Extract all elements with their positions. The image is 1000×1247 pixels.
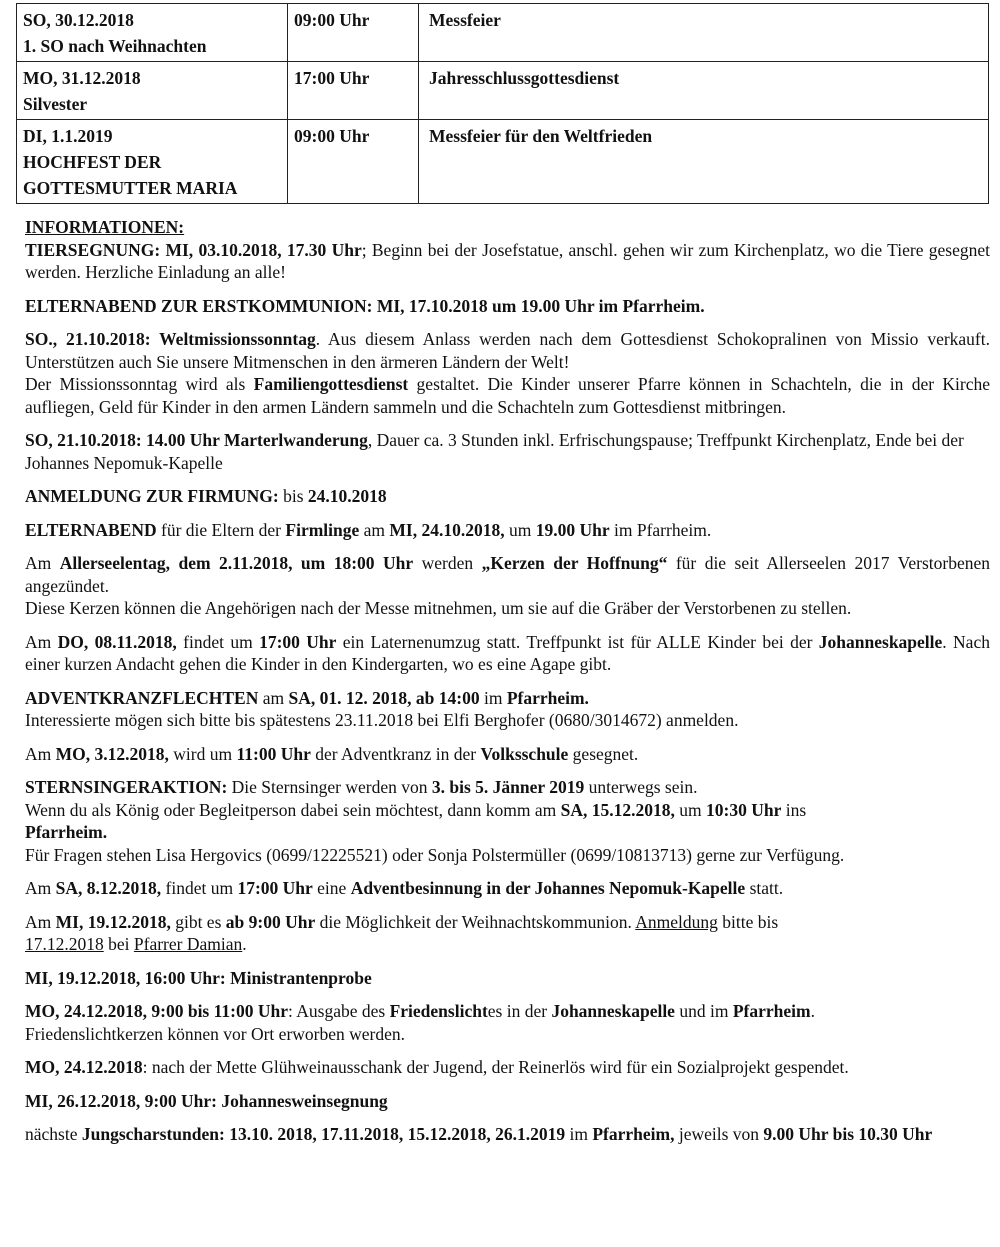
info-text: am [359, 519, 390, 540]
info-text: ; Beginn bei der Josefstatue, anschl. gehen wir zum Kirchenplatz, wo die Tiere gesegnet werden. Herzliche Einladung an alle! [25, 239, 990, 282]
info-christmas-communion [25, 911, 990, 956]
info-text: Interessierte mögen sich bitte bis spätestens 23.11.2018 bei Elfi Berghofer (0680/3014672) anmelden. [25, 710, 739, 730]
info-text: es in der [487, 1001, 552, 1021]
info-bold: Pfarrheim. [25, 822, 108, 842]
info-bold: Pfarrheim. [506, 687, 589, 708]
info-text: gibt es [170, 911, 226, 932]
info-text: Der Missionssonntag wird als [25, 374, 254, 394]
info-bold: Pfarrheim [732, 1001, 811, 1021]
schedule-event: Messfeier [429, 10, 501, 30]
info-heading: INFORMATIONEN: [25, 217, 185, 237]
info-bold: Johanneskapelle [551, 1001, 675, 1021]
info-text: Am [25, 743, 56, 764]
info-bold: MO, 3.12.2018, [55, 743, 169, 764]
schedule-event-cell [419, 62, 989, 120]
schedule-event: Jahresschlussgottesdienst [429, 68, 620, 88]
table-row [17, 62, 989, 120]
schedule-time: 09:00 Uhr [294, 126, 370, 146]
schedule-time: 09:00 Uhr [294, 10, 370, 30]
info-youth-group [25, 1123, 990, 1146]
info-bold: Pfarrheim, [592, 1124, 675, 1144]
info-bold: ANMELDUNG ZUR FIRMUNG: [25, 486, 279, 506]
info-bold: ELTERNABEND [25, 519, 157, 540]
schedule-date: DI, 1.1.2019 [23, 126, 113, 146]
info-underlined: Anmeldung [635, 911, 718, 932]
info-advent-wreath-blessing [25, 743, 990, 766]
info-bold: 24.10.2018 [307, 486, 387, 506]
info-bold: DO, 08.11.2018, [57, 631, 177, 652]
info-text: für die Eltern der [156, 519, 286, 540]
info-text: bei [103, 934, 134, 954]
info-bold: MO, 24.12.2018, 9:00 bis 11:00 Uhr [25, 1001, 288, 1021]
info-bold: Familiengottesdienst [253, 374, 409, 394]
info-text: wird um [168, 743, 237, 764]
info-bold: ADVENTKRANZFLECHTEN [25, 687, 259, 708]
info-bold: SO, 21.10.2018: 14.00 Uhr Marterlwanderung [25, 430, 368, 450]
info-text: findet um [161, 878, 238, 898]
info-mission-sunday [25, 328, 990, 418]
info-text: . [810, 1001, 815, 1021]
info-bold: 11:00 Uhr [236, 743, 311, 764]
info-text: statt. [745, 878, 784, 898]
info-text: im [565, 1124, 593, 1144]
info-bold: SA, 8.12.2018, [55, 878, 162, 898]
schedule-occasion: GOTTESMUTTER MARIA [23, 178, 238, 198]
schedule-time-cell [288, 62, 419, 120]
schedule-occasion: 1. SO nach Weihnachten [23, 36, 207, 56]
info-text: Am [25, 911, 56, 932]
info-text: . Aus diesem Anlass werden nach dem Gottesdienst Schokopralinen von Missio verkauft. Unterstützen auch Sie unsere Mitmenschen in den ärmeren Ländern der Welt! [25, 329, 990, 372]
schedule-date-cell [17, 62, 288, 120]
info-advent-wreath-binding [25, 687, 990, 732]
info-text: und im [674, 1001, 733, 1021]
info-text: findet um [176, 631, 260, 652]
info-text: um [504, 519, 536, 540]
info-bold: MI, 19.12.2018, [55, 911, 171, 932]
info-text: werden [413, 553, 482, 573]
info-all-souls [25, 552, 990, 620]
info-bold: SA, 15.12.2018, [560, 799, 675, 820]
schedule-date: SO, 30.12.2018 [23, 10, 134, 30]
info-text: : nach der Mette Glühweinausschank der Jugend, der Reinerlös wird für ein Sozialprojekt gespendet. [142, 1057, 849, 1077]
info-text: Diese Kerzen können die Angehörigen nach der Messe mitnehmen, um sie auf die Gräber der Verstorbenen zu stellen. [25, 598, 852, 618]
info-text: . Nach einer kurzen Andacht gehen die Kinder in den Kindergarten, wo es eine Agape gibt. [25, 631, 990, 674]
schedule-date-cell [17, 4, 288, 62]
schedule-time-cell [288, 4, 419, 62]
info-bold: „Kerzen der Hoffnung“ [481, 553, 668, 573]
info-underlined: Pfarrer Damian [133, 934, 243, 954]
info-advent-reflection [25, 877, 990, 900]
info-parents-evening-communion [25, 295, 990, 318]
info-peace-light [25, 1000, 990, 1045]
info-bold: ELTERNABEND ZUR ERSTKOMMUNION: MI, 17.10.2018 um 19.00 Uhr im Pfarrheim. [25, 295, 705, 316]
info-text: ein Laternenumzug statt. Treffpunkt ist für ALLE Kinder bei der [336, 631, 819, 652]
info-altar-server-rehearsal [25, 967, 990, 990]
info-text: Die Sternsinger werden von [227, 777, 432, 797]
info-bold: 3. bis 5. Jänner 2019 [431, 777, 585, 797]
info-text: Am [25, 553, 60, 573]
info-text: der Adventkranz in der [310, 743, 481, 764]
schedule-table [16, 3, 989, 204]
info-text: bitte bis [717, 911, 779, 932]
info-text: Friedenslichtkerzen können vor Ort erworben werden. [25, 1023, 406, 1044]
schedule-event: Messfeier für den Weltfrieden [429, 126, 653, 146]
info-text: Am [25, 878, 56, 898]
info-mulled-wine [25, 1056, 990, 1079]
info-bold: Adventbesinnung in der Johannes Nepomuk-Kapelle [350, 878, 746, 898]
info-bold: Johanneskapelle [818, 631, 943, 652]
info-bold: Firmlinge [285, 519, 360, 540]
info-star-singers [25, 776, 990, 866]
info-marterl-hike [25, 429, 990, 474]
info-text: am [258, 687, 289, 708]
info-text: unterwegs sein. [584, 777, 698, 797]
info-text: . [242, 934, 247, 954]
info-underlined: 17.12.2018 [25, 934, 104, 954]
info-text: für die seit Allerseelen 2017 Verstorbenen angezündet. [25, 553, 990, 596]
info-text: bis [278, 486, 308, 506]
info-bold: Jungscharstunden: 13.10. 2018, 17.11.2018, 15.12.2018, 26.1.2019 [81, 1124, 566, 1144]
info-text: ins [781, 799, 807, 820]
info-bold: STERNSINGERAKTION: [25, 777, 228, 797]
info-bold: 17:00 Uhr [237, 878, 313, 898]
info-text: Für Fragen stehen Lisa Hergovics (0699/12225521) oder Sonja Polstermüller (0699/10813713) gerne zur Verfügung. [25, 844, 845, 865]
info-lantern-parade [25, 631, 990, 676]
info-bold: 17:00 Uhr [259, 631, 337, 652]
info-text: um [674, 799, 707, 820]
info-bold: 10:30 Uhr [706, 799, 782, 820]
info-text: im [479, 687, 507, 708]
info-text: Wenn du als König oder Begleitperson dabei sein möchtest, dann komm am [25, 799, 561, 820]
schedule-event-cell [419, 4, 989, 62]
info-text: gestaltet. Die Kinder unserer Pfarre können in Schachteln, die in der Kirche aufliegen, Geld für Kinder in den armen Ländern sammeln und die Schachteln zum Gottesdienst mitbringen. [25, 374, 991, 417]
schedule-time: 17:00 Uhr [294, 68, 370, 88]
info-bold: Friedenslicht [389, 1001, 488, 1021]
schedule-occasion: HOCHFEST DER [23, 152, 162, 172]
schedule-occasion: Silvester [23, 94, 88, 114]
info-text: Am [25, 631, 58, 652]
info-bold: 19.00 Uhr [535, 519, 610, 540]
schedule-date: MO, 31.12.2018 [23, 68, 141, 88]
info-bold: TIERSEGNUNG: MI, 03.10.2018, 17.30 Uhr [25, 239, 362, 260]
info-confirmation-registration [25, 485, 990, 508]
info-bold: Allerseelentag, dem 2.11.2018, um 18:00 Uhr [59, 553, 414, 573]
info-animal-blessing [25, 239, 990, 284]
info-text: gesegnet. [568, 743, 639, 764]
info-text: nächste [25, 1124, 82, 1144]
info-text: jeweils von [674, 1124, 764, 1144]
info-bold: MI, 26.12.2018, 9:00 Uhr: Johannesweinsegnung [25, 1090, 388, 1111]
table-row [17, 120, 989, 204]
info-bold: SO., 21.10.2018: Weltmissionssonntag [25, 329, 316, 349]
info-bold: ab 9:00 Uhr [225, 911, 316, 932]
info-bold: Volksschule [480, 743, 569, 764]
info-bold: MI, 24.10.2018, [389, 519, 505, 540]
info-text: eine [312, 878, 351, 898]
info-text: , Dauer ca. 3 Stunden inkl. Erfrischungspause; Treffpunkt Kirchenplatz, Ende bei der Johannes Nepomuk-Kapelle [25, 430, 964, 473]
schedule-date-cell [17, 120, 288, 204]
info-bold: 9.00 Uhr bis 10.30 Uhr [763, 1124, 933, 1144]
info-text: die Möglichkeit der Weihnachtskommunion. [315, 911, 636, 932]
table-row [17, 4, 989, 62]
schedule-event-cell [419, 120, 989, 204]
info-bold: MO, 24.12.2018 [25, 1057, 143, 1077]
info-wine-blessing [25, 1090, 990, 1113]
schedule-time-cell [288, 120, 419, 204]
info-bold: SA, 01. 12. 2018, ab 14:00 [288, 687, 480, 708]
info-text: im Pfarrheim. [609, 519, 712, 540]
information-section [25, 216, 990, 1157]
info-bold: MI, 19.12.2018, 16:00 Uhr: Ministrantenprobe [25, 967, 372, 988]
info-parents-evening-confirmation [25, 519, 990, 542]
info-text: : Ausgabe des [288, 1001, 390, 1021]
